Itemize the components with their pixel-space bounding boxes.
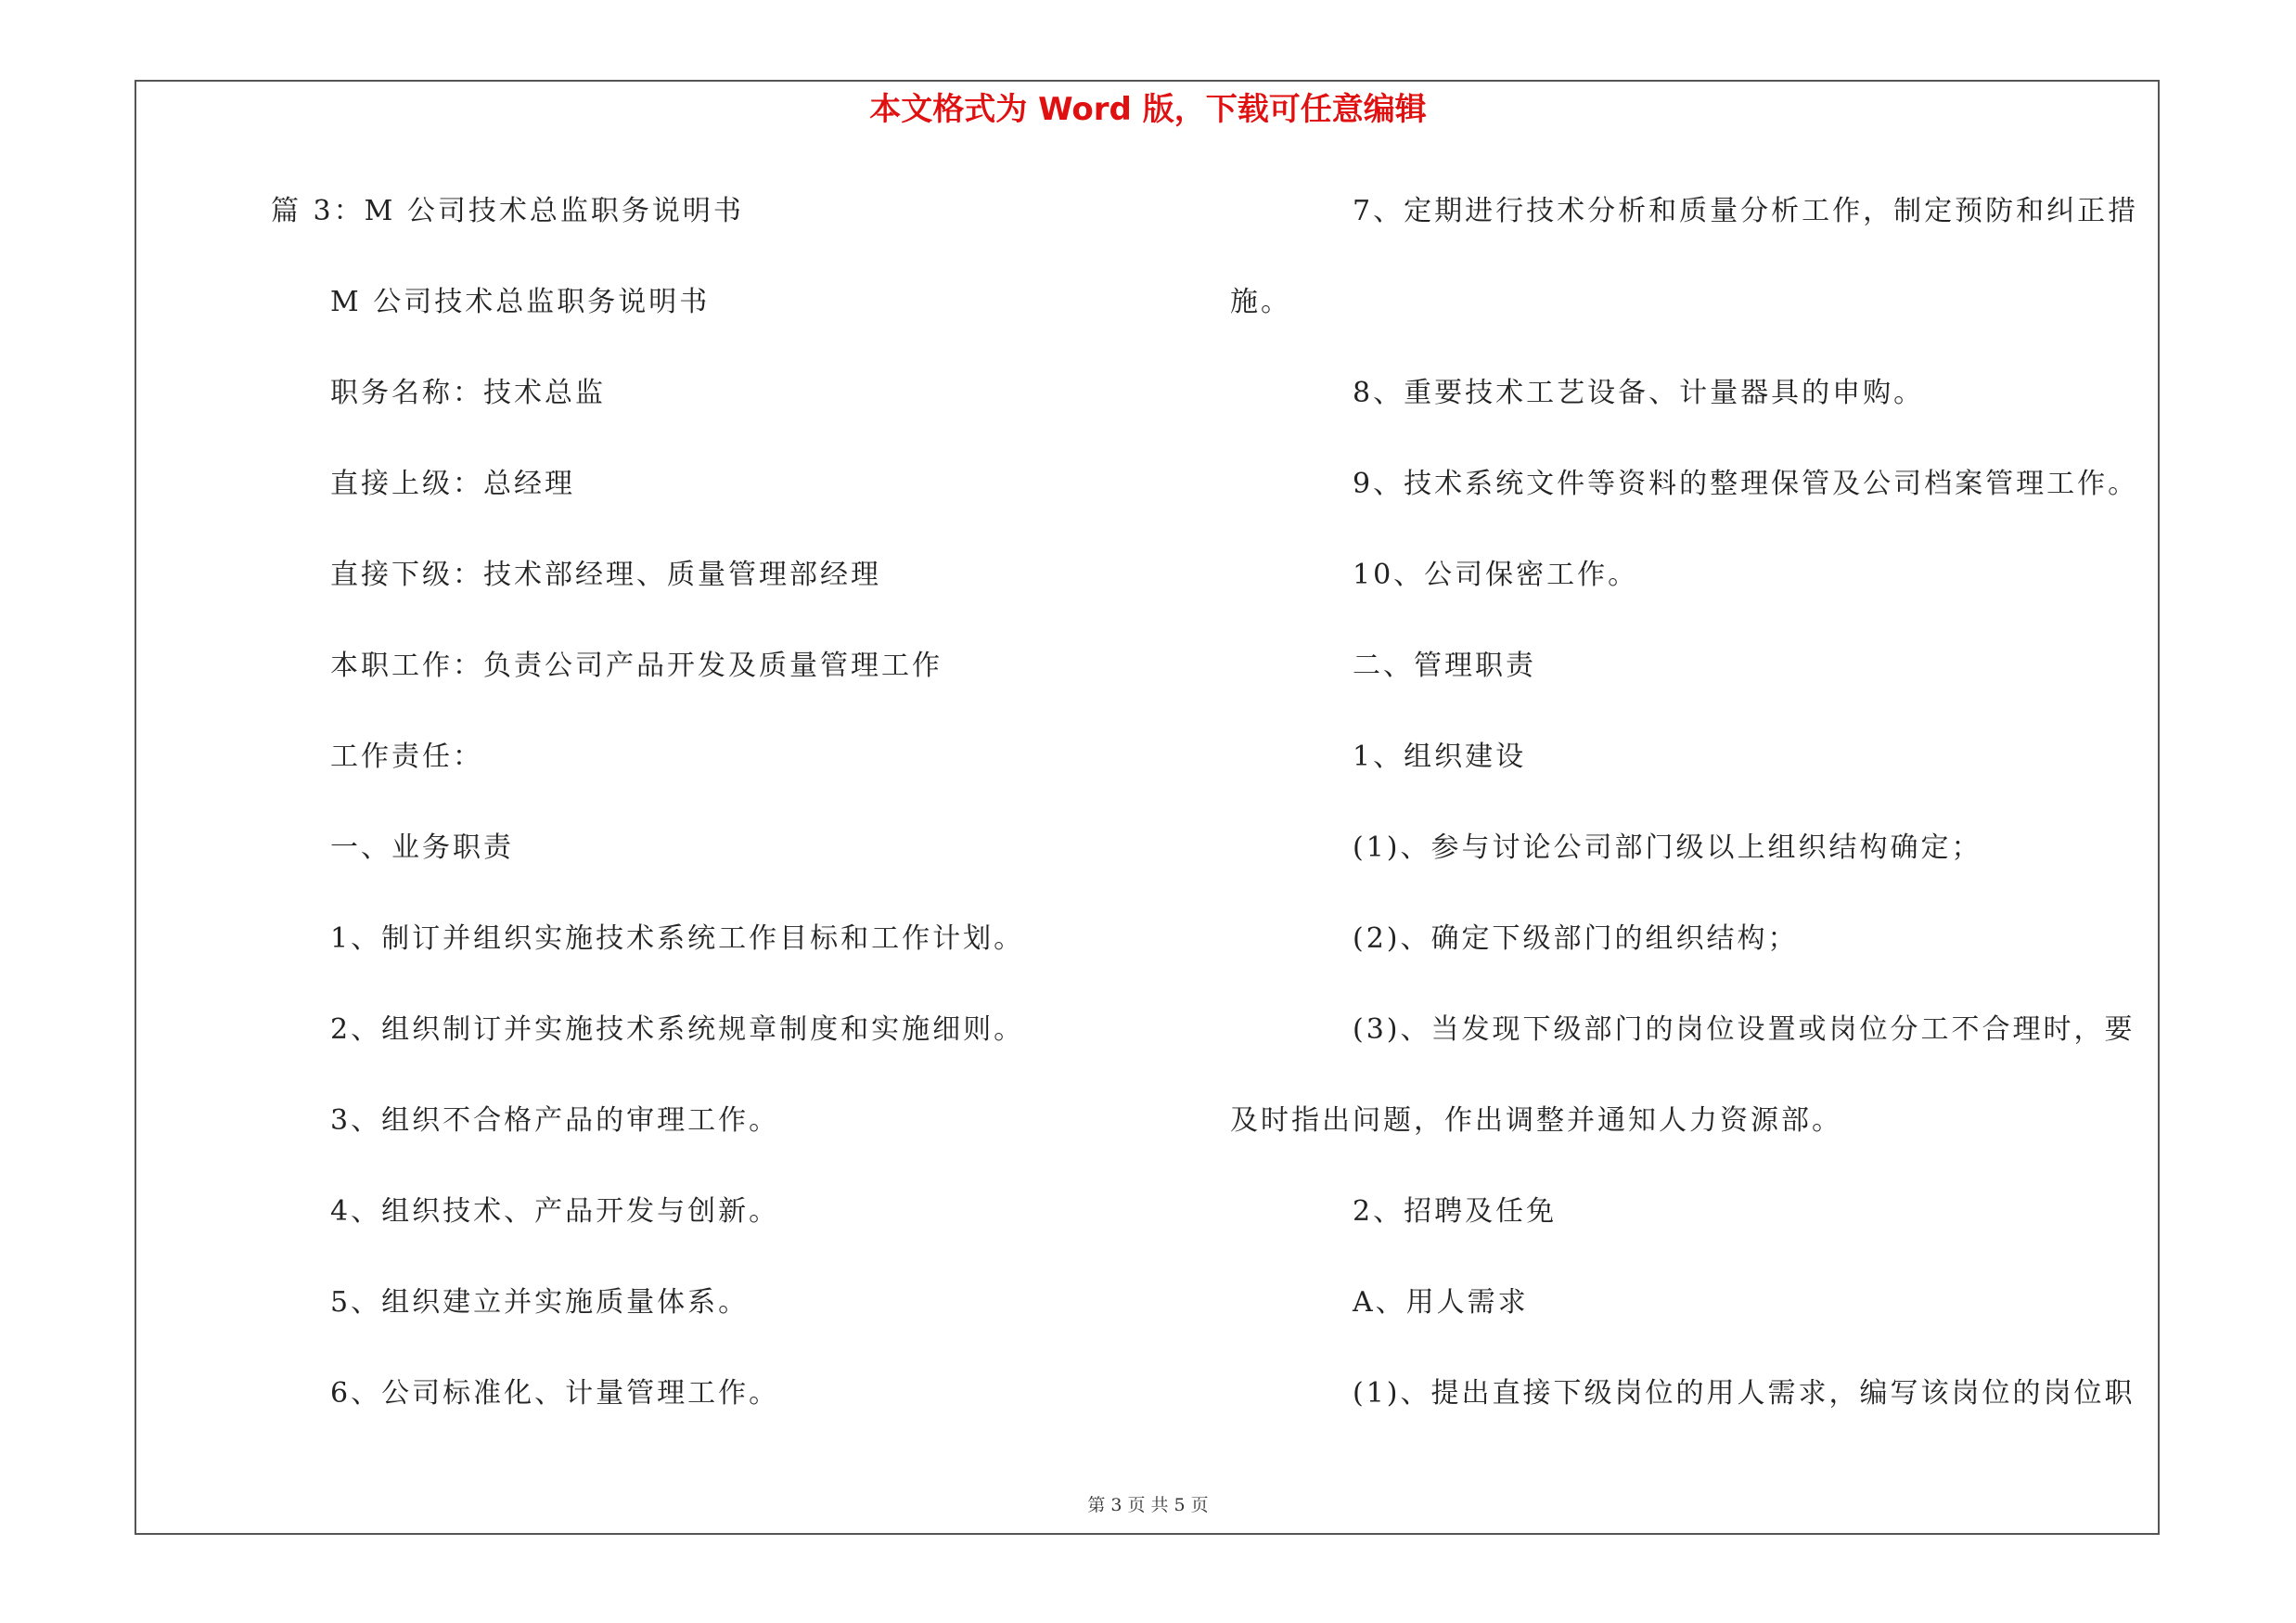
duty-item-8: 8、重要技术工艺设备、计量器具的申购。 (1353, 377, 1925, 409)
duty-item-1: 1、制订并组织实施技术系统工作目标和工作计划。 (330, 922, 1025, 955)
core-duty-line: 本职工作：负责公司产品开发及质量管理工作 (330, 650, 943, 682)
staffing-item-1: (1)、提出直接下级岗位的用人需求，编写该岗位的岗位职 (1353, 1377, 2136, 1410)
word-format-banner: 本文格式为 Word 版，下载可任意编辑 (869, 91, 1427, 128)
duty-item-4: 4、组织技术、产品开发与创新。 (330, 1195, 780, 1228)
duty-item-9: 9、技术系统文件等资料的整理保管及公司档案管理工作。 (1353, 468, 2139, 500)
document-title: M 公司技术总监职务说明书 (330, 286, 711, 318)
staffing-needs-heading: A、用人需求 (1353, 1286, 1529, 1319)
management-duties-heading: 二、管理职责 (1353, 650, 1536, 682)
duty-item-10: 10、公司保密工作。 (1353, 559, 1639, 591)
org-item-1: (1)、参与讨论公司部门级以上组织结构确定； (1353, 831, 1982, 864)
duty-item-3: 3、组织不合格产品的审理工作。 (330, 1104, 780, 1137)
duty-item-5: 5、组织建立并实施质量体系。 (330, 1286, 750, 1319)
page-number-footer: 第 3 页 共 5 页 (1087, 1495, 1209, 1515)
org-item-3: (3)、当发现下级部门的岗位设置或岗位分工不合理时，要 (1353, 1013, 2136, 1046)
org-item-2: (2)、确定下级部门的组织结构； (1353, 922, 1799, 955)
direct-subordinates-line: 直接下级：技术部经理、质量管理部经理 (330, 559, 881, 591)
duty-item-7: 7、定期进行技术分析和质量分析工作，制定预防和纠正措 (1353, 195, 2139, 227)
section-title: 篇 3：M 公司技术总监职务说明书 (271, 195, 744, 227)
duty-item-7-continued: 施。 (1230, 286, 1291, 318)
business-duties-heading: 一、业务职责 (330, 831, 514, 864)
duty-item-6: 6、公司标准化、计量管理工作。 (330, 1377, 780, 1410)
duty-item-2: 2、组织制订并实施技术系统规章制度和实施细则。 (330, 1013, 1025, 1046)
direct-superior-line: 直接上级：总经理 (330, 468, 575, 500)
org-item-3-continued: 及时指出问题，作出调整并通知人力资源部。 (1230, 1104, 1842, 1137)
recruitment-heading: 2、招聘及任免 (1353, 1195, 1558, 1228)
work-responsibility-heading: 工作责任： (330, 741, 483, 773)
job-title-line: 职务名称：技术总监 (330, 377, 606, 409)
organization-building-heading: 1、组织建设 (1353, 741, 1527, 773)
